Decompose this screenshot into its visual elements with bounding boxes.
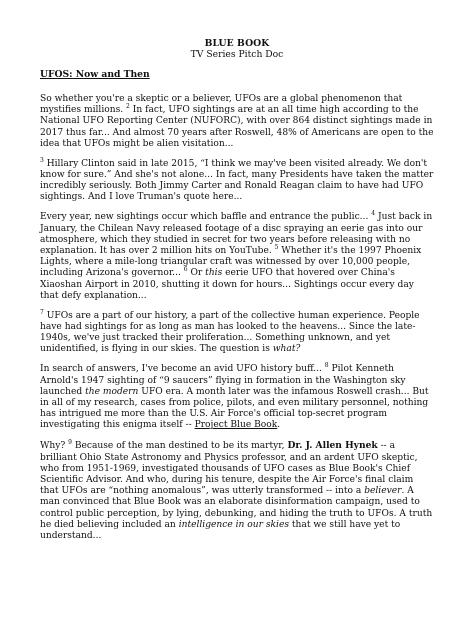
paragraph-1: [40, 94, 434, 150]
emphasis-text: the modern: [85, 386, 139, 397]
text-run: UFO era. A month later was the infamous Roswell crash... But in all of my research, cases from police, pilots, and even military personnel, nothing has intrigued me more than the U.S. Air Force's official top-secret program investigating this enigma itself --: [40, 386, 429, 431]
footnote-marker: 3: [40, 156, 44, 164]
paragraph-3: [40, 212, 434, 302]
text-run: .: [277, 420, 281, 431]
text-run: Pilot Kenneth Arnold's 1947 sighting of “9 saucers” flying in formation in the Washington sky launched: [40, 364, 406, 397]
body-text: [40, 94, 434, 542]
text-run: Every year, new sightings occur which baffle and entrance the public...: [40, 212, 372, 223]
paragraph-5: [40, 364, 434, 431]
text-run: . A man convinced that Blue Book was an elaborate disinformation campaign, used to control public perception, by lying, debunking, and hiding the truth to UFOs. A truth he died believing included an: [40, 486, 433, 530]
text-run: eerie UFO that hovered over China's Xiaoshan Airport in 2010, shutting it down for hours... Sightings occur every day that defy explanation...: [40, 268, 414, 301]
emphasis-text: intelligence in our skies: [178, 519, 289, 530]
text-run: -- a brilliant Ohio State Astronomy and Physics professor, and an ardent UFO skeptic, who from 1951-1969, investigated thousands of UFO cases as Blue Book's Chief Scientific Advisor. And who, during his tenure, despite the Air Force's final claim that UFOs are “nothing anomalous”, was utterly transformed -- into a: [40, 441, 418, 497]
text-run: Hillary Clinton said in late 2015, “I think we may've been visited already. We don't know for sure.” And she's not alone... In fact, many Presidents have taken the matter incredibly seriously. Both Jimmy Carter and Ronald Reagan claim to have had UFO sightings. And I love Truman's quote here...: [40, 158, 434, 203]
emphasis-text: what?: [272, 344, 301, 355]
footnote-marker: 2: [126, 103, 130, 111]
text-run: that we still have yet to understand...: [40, 519, 401, 542]
footnote-marker: 4: [371, 210, 376, 218]
paragraph-6: [40, 440, 434, 542]
section-heading: UFOS: Now and Then: [40, 69, 150, 80]
text-run: Whether it's the 1997 Phoenix Lights, where a mile-long triangular craft was witnessed by over 10,000 people, including Arizona's governor...: [40, 246, 422, 279]
footnote-marker: 5: [274, 244, 279, 251]
document-subtitle: TV Series Pitch Doc: [190, 49, 284, 60]
footnote-marker: 7: [40, 308, 44, 316]
paragraph-2: [40, 156, 434, 204]
footnote-marker: 8: [324, 362, 329, 370]
text-run: In search of answers, I've become an avid UFO history buff...: [40, 364, 325, 375]
text-run: Because of the man destined to be its martyr,: [71, 441, 288, 452]
text-run: In fact, UFO sightings are at an all time high according to the National UFO Reporting Center (NUFORC), with over 864 distinct sightings made in 2017 thus far... And almost 70 years after Roswell, 48% of Americans are open to the idea that UFOs might be alien visitation...: [40, 105, 434, 149]
footnote-marker: 6: [183, 266, 188, 274]
bold-text: Dr. J. Allen Hynek: [287, 440, 378, 452]
footnote-marker: 9: [68, 439, 72, 447]
text-run: Or: [187, 268, 206, 279]
text-run: UFOs are a part of our history, a part of the collective human experience. People have had sightings for as long as man has looked to the heavens... Since the late-1940s, we've just tracked their proliferation... Something unknown, and yet unidentified, is flying in our skies. The question is: [40, 310, 420, 355]
emphasis-text: believer: [364, 486, 402, 497]
text-run: So whether you're a skeptic or a believer, UFOs are a global phenomenon that mystifies millions.: [40, 94, 403, 116]
text-run: Just back in January, the Chilean Navy released footage of a disc spraying an eerie gas into our atmosphere, which they studied in secret for two years before releasing with no explanation. It has over 2 million hits on YouTube.: [40, 212, 433, 257]
document-title: BLUE BOOK: [204, 38, 270, 49]
emphasis-text: this: [205, 268, 223, 279]
text-run: Why?: [40, 441, 69, 452]
paragraph-4: [40, 308, 434, 356]
underlined-text: Project Blue Book: [194, 420, 278, 431]
